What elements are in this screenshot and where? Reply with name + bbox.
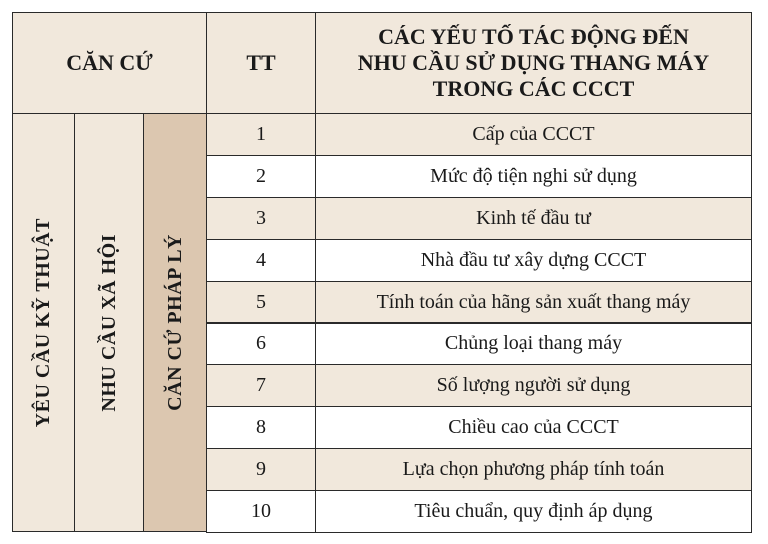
row-number <box>206 155 316 198</box>
row-factor <box>315 155 752 198</box>
row-number-text: 4 <box>256 248 266 271</box>
side-label-yeu-cau-ky-thuat: YÊU CẦU KỸ THUẬT <box>32 217 54 428</box>
row-number <box>206 239 316 282</box>
row-number <box>206 406 316 449</box>
row-number-text: 2 <box>256 164 266 187</box>
row-factor <box>315 197 752 240</box>
row-factor <box>315 239 752 282</box>
row-number-text: 10 <box>251 500 271 523</box>
row-factor-text: Cấp của CCCT <box>472 122 595 145</box>
row-factor <box>315 448 752 491</box>
side-label-nhu-cau-xa-hoi: NHU CẦU XÃ HỘI <box>97 233 120 412</box>
row-number <box>206 323 316 366</box>
row-number-text: 7 <box>256 374 266 397</box>
row-number-text: 8 <box>256 416 266 439</box>
side-label-can-cu-phap-ly: CĂN CỨ PHÁP LÝ <box>163 234 186 411</box>
row-factor-text: Lựa chọn phương pháp tính toán <box>402 458 665 481</box>
row-factor-text: Chủng loại thang máy <box>444 332 623 355</box>
row-factor <box>315 113 752 156</box>
header-can-cu <box>12 12 207 114</box>
row-factor-text: Kinh tế đầu tư <box>476 206 591 229</box>
row-number <box>206 364 316 407</box>
row-number <box>206 197 316 240</box>
row-factor-text: Tính toán của hãng sản xuất thang máy <box>376 290 691 313</box>
header-title <box>315 12 752 114</box>
row-factor-text: Tiêu chuẩn, quy định áp dụng <box>414 500 653 523</box>
header-tt <box>206 12 316 114</box>
header-can-cu-text: CĂN CỨ <box>66 50 153 75</box>
row-factor-text: Số lượng người sử dụng <box>436 374 631 397</box>
side-col-can-cu-phap-ly <box>143 113 207 532</box>
row-number-text: 3 <box>256 206 266 229</box>
row-factor <box>315 281 752 324</box>
side-col-yeu-cau-ky-thuat <box>12 113 75 532</box>
row-number-text: 5 <box>256 290 266 313</box>
header-title-line1: CÁC YẾU TỐ TÁC ĐỘNG ĐẾN <box>378 24 689 49</box>
row-number-text: 9 <box>256 458 266 481</box>
row-factor <box>315 406 752 449</box>
header-title-line2: NHU CẦU SỬ DỤNG THANG MÁY <box>357 50 710 75</box>
row-factor <box>315 490 752 533</box>
row-number <box>206 490 316 533</box>
side-col-nhu-cau-xa-hoi <box>74 113 144 532</box>
row-number <box>206 448 316 491</box>
factors-table <box>12 12 752 532</box>
row-factor-text: Nhà đầu tư xây dựng CCCT <box>420 248 647 271</box>
row-factor-text: Mức độ tiện nghi sử dụng <box>430 164 637 187</box>
row-factor <box>315 323 752 366</box>
header-title-line3: TRONG CÁC CCCT <box>432 76 635 101</box>
row-number <box>206 113 316 156</box>
row-number-text: 1 <box>256 122 266 145</box>
row-number <box>206 281 316 324</box>
row-factor <box>315 364 752 407</box>
row-number-text: 6 <box>256 332 266 355</box>
header-tt-text: TT <box>246 50 276 75</box>
row-factor-text: Chiều cao của CCCT <box>448 416 619 439</box>
